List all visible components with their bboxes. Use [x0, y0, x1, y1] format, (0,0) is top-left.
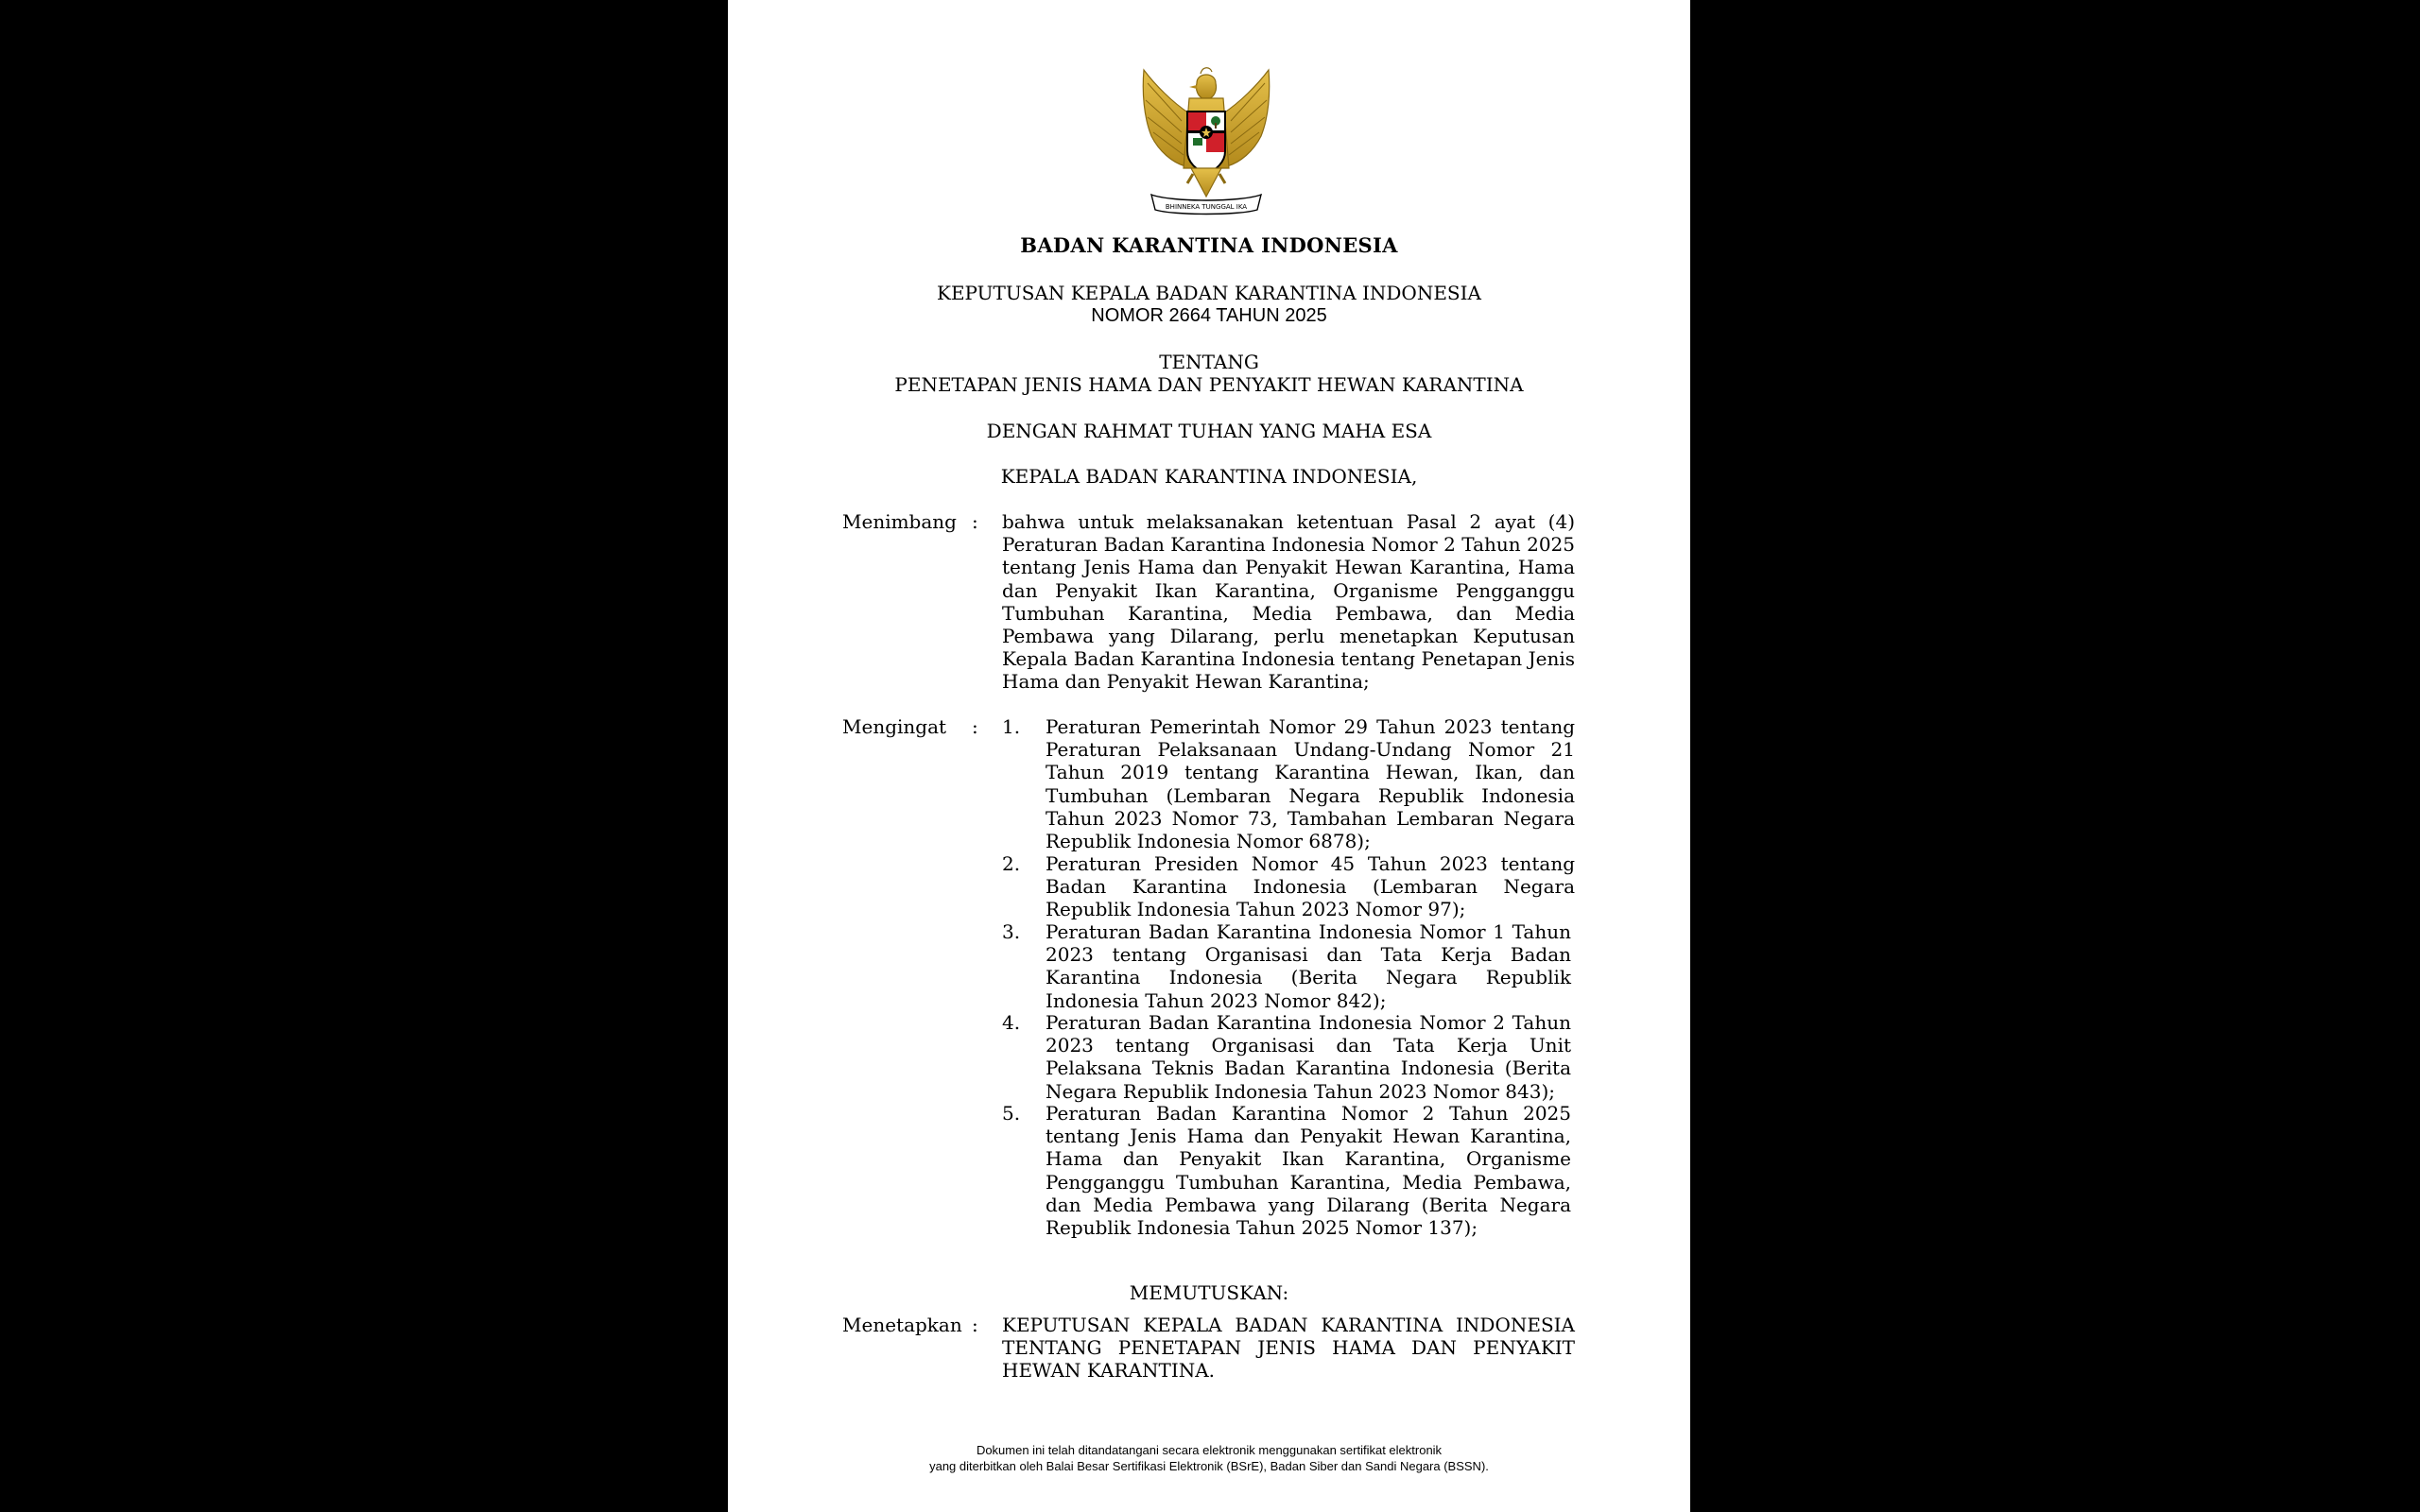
mengingat-item-text: Peraturan Badan Karantina Indonesia Nomor 2 Tahun 2023 tentang Organisasi dan Tata Kerja Unit Pelaksana Teknis Badan Karantina Indonesia (Berita Negara Republik Indonesia Tahun 2023 Nomor 843);	[1046, 1011, 1571, 1103]
footer-line-1: Dokumen ini telah ditandatangani secara elektronik menggunakan sertifikat elektronik	[976, 1443, 1443, 1457]
mengingat-colon: :	[972, 715, 978, 738]
invocation: DENGAN RAHMAT TUHAN YANG MAHA ESA	[986, 420, 1432, 442]
mengingat-item-number: 4.	[1002, 1011, 1021, 1034]
mengingat-item-text: Peraturan Presiden Nomor 45 Tahun 2023 tentang Badan Karantina Indonesia (Lembaran Negara Republik Indonesia Tahun 2023 Nomor 97);	[1046, 852, 1575, 921]
mengingat-item-number: 2.	[1002, 852, 1021, 875]
garuda-emblem-icon	[1134, 64, 1278, 217]
mengingat-item-text: Peraturan Badan Karantina Indonesia Nomor 1 Tahun 2023 tentang Organisasi dan Tata Kerja Badan Karantina Indonesia (Berita Negara Republik Indonesia Tahun 2023 Nomor 842);	[1046, 920, 1571, 1012]
decree-number	[728, 304, 1690, 327]
mengingat-item-number: 5.	[1002, 1102, 1021, 1125]
decree-subject: PENETAPAN JENIS HAMA DAN PENYAKIT HEWAN KARANTINA	[894, 373, 1524, 396]
mengingat-item-number: 1.	[1002, 715, 1021, 738]
tentang-label: TENTANG	[1159, 351, 1259, 373]
menetapkan-text: KEPUTUSAN KEPALA BADAN KARANTINA INDONESIA TENTANG PENETAPAN JENIS HAMA DAN PENYAKIT HEWAN KARANTINA.	[1002, 1314, 1575, 1383]
svg-text:BHINNEKA TUNGGAL IKA: BHINNEKA TUNGGAL IKA	[1165, 203, 1248, 211]
mengingat-item-number: 3.	[1002, 920, 1021, 943]
tahun-value: 2025	[1285, 305, 1327, 326]
mengingat-item-text: Peraturan Badan Karantina Nomor 2 Tahun 2025 tentang Jenis Hama dan Penyakit Hewan Karantina, Hama dan Penyakit Ikan Karantina, Organisme Pengganggu Tumbuhan Karantina, Media Pembawa, dan Media Pembawa yang Dilarang (Berita Negara Republik Indonesia Tahun 2025 Nomor 137);	[1046, 1102, 1571, 1240]
menimbang-label: Menimbang	[842, 510, 957, 533]
menimbang-colon: :	[972, 510, 978, 533]
nomor-prefix: NOMOR	[1091, 305, 1164, 326]
memutuskan-heading: MEMUTUSKAN:	[1129, 1281, 1289, 1304]
nomor-value: 2664	[1168, 305, 1212, 326]
menimbang-text: bahwa untuk melaksanakan ketentuan Pasal 2 ayat (4) Peraturan Badan Karantina Indonesia Nomor 2 Tahun 2025 tentang Jenis Hama dan Penyakit Hewan Karantina, Hama dan Penyakit Ikan Karantina, Organisme Pengganggu Tumbuhan Karantina, Media Pembawa, dan Media Pembawa yang Dilarang, perlu menetapkan Keputusan Kepala Badan Karantina Indonesia tentang Penetapan Jenis Hama dan Penyakit Hewan Karantina;	[1002, 510, 1575, 694]
e-signature-footer	[728, 1442, 1690, 1474]
menetapkan-colon: :	[972, 1314, 978, 1336]
decree-title: KEPUTUSAN KEPALA BADAN KARANTINA INDONESIA	[937, 282, 1481, 304]
agency-title: BADAN KARANTINA INDONESIA	[1020, 233, 1398, 257]
menetapkan-label: Menetapkan	[842, 1314, 962, 1336]
mengingat-item-text: Peraturan Pemerintah Nomor 29 Tahun 2023 tentang Peraturan Pelaksanaan Undang-Undang Nomor 21 Tahun 2019 tentang Karantina Hewan, Ikan, dan Tumbuhan (Lembaran Negara Republik Indonesia Tahun 2023 Nomor 73, Tambahan Lembaran Negara Republik Indonesia Nomor 6878);	[1046, 715, 1575, 853]
issuer: KEPALA BADAN KARANTINA INDONESIA,	[1000, 465, 1418, 488]
footer-line-2: yang diterbitkan oleh Balai Besar Sertifikasi Elektronik (BSrE), Badan Siber dan Sandi Negara (BSSN).	[929, 1459, 1489, 1473]
mengingat-label: Mengingat	[842, 715, 947, 738]
tahun-label: TAHUN	[1216, 305, 1280, 326]
